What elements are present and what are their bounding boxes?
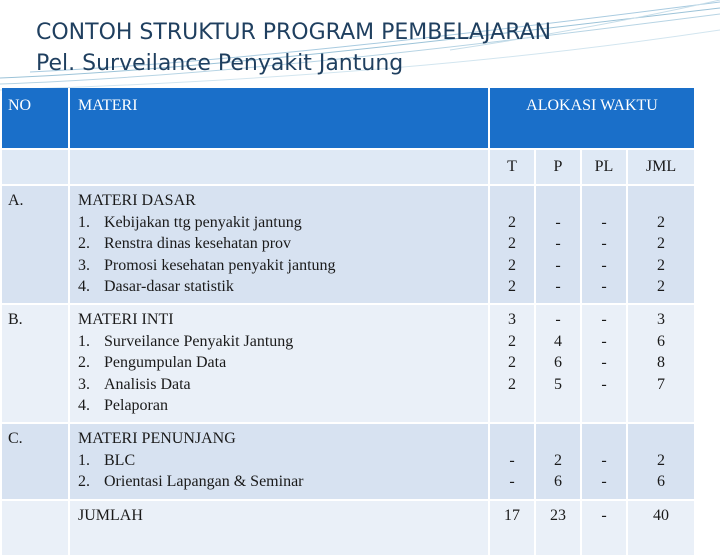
value-jml: 6 xyxy=(657,473,665,490)
values-p xyxy=(536,305,580,422)
subheader-empty-materi xyxy=(70,150,488,184)
values-t xyxy=(490,424,534,499)
value-t: - xyxy=(509,451,515,469)
list-item xyxy=(78,471,488,493)
section-materi xyxy=(70,186,488,303)
value-p: 4 xyxy=(554,332,562,350)
values-p xyxy=(536,424,580,499)
list-item xyxy=(78,450,488,472)
list-item xyxy=(78,212,488,234)
values-jml xyxy=(628,424,694,499)
subheader-row xyxy=(2,150,694,184)
value-t: 3 xyxy=(508,311,516,328)
item-list xyxy=(78,331,488,417)
values-pl xyxy=(582,305,626,422)
value-p: 2 xyxy=(554,451,562,469)
list-item xyxy=(78,331,488,353)
total-p: 23 xyxy=(536,501,580,555)
subheader-t: T xyxy=(490,150,534,184)
item-text: Promosi kesehatan penyakit jantung xyxy=(104,256,336,274)
total-label: JUMLAH xyxy=(70,501,488,555)
subheader-jml: JML xyxy=(628,150,694,184)
subheader-empty-no xyxy=(2,150,68,184)
section-materi xyxy=(70,424,488,499)
section-title: MATERI INTI xyxy=(78,311,174,328)
value-pl: - xyxy=(601,235,607,252)
section-no: B. xyxy=(2,305,68,422)
title-line-2: Pel. Surveilance Penyakit Jantung xyxy=(36,51,404,76)
value-p: - xyxy=(555,235,561,252)
item-number: 1. xyxy=(78,332,90,350)
item-text: BLC xyxy=(104,451,136,469)
value-pl: - xyxy=(601,375,607,393)
value-jml: 2 xyxy=(657,235,665,252)
item-text: Orientasi Lapangan & Seminar xyxy=(104,473,304,490)
item-number: 3. xyxy=(78,375,90,393)
value-t: - xyxy=(509,473,515,490)
value-jml: 2 xyxy=(657,213,665,231)
header-row xyxy=(2,88,694,148)
item-text: Analisis Data xyxy=(104,375,191,393)
value-jml: 2 xyxy=(657,451,665,469)
total-jml: 40 xyxy=(628,501,694,555)
value-jml: 2 xyxy=(657,256,665,274)
program-structure-table xyxy=(0,86,696,557)
value-p: 6 xyxy=(554,354,562,371)
section-title: MATERI DASAR xyxy=(78,192,196,209)
value-pl: - xyxy=(601,473,607,490)
value-t: 2 xyxy=(508,256,516,274)
values-pl xyxy=(582,186,626,303)
section-no: C. xyxy=(2,424,68,499)
item-text: Kebijakan ttg penyakit jantung xyxy=(104,213,302,231)
item-number: 1. xyxy=(78,213,90,231)
values-t xyxy=(490,186,534,303)
item-list xyxy=(78,212,488,298)
value-t: 2 xyxy=(508,375,516,393)
item-number: 3. xyxy=(78,256,90,274)
value-p: - xyxy=(555,311,561,328)
value-jml: 8 xyxy=(657,354,665,371)
value-pl: - xyxy=(601,332,607,350)
item-text: Surveilance Penyakit Jantung xyxy=(104,332,294,350)
list-item xyxy=(78,255,488,277)
item-number: 4. xyxy=(78,278,90,295)
value-pl: - xyxy=(601,256,607,274)
value-pl: - xyxy=(601,278,607,295)
value-jml: 2 xyxy=(657,278,665,295)
value-t: 2 xyxy=(508,332,516,350)
total-pl: - xyxy=(582,501,626,555)
value-t: 2 xyxy=(508,354,516,371)
values-pl xyxy=(582,424,626,499)
item-text: Pengumpulan Data xyxy=(104,354,227,371)
total-t: 17 xyxy=(490,501,534,555)
slide-title xyxy=(36,18,551,80)
total-empty-no xyxy=(2,501,68,555)
values-jml xyxy=(628,305,694,422)
list-item xyxy=(78,395,488,417)
value-pl: - xyxy=(601,451,607,469)
item-number: 1. xyxy=(78,451,90,469)
section-title: MATERI PENUNJANG xyxy=(78,430,236,447)
item-number: 4. xyxy=(78,397,90,414)
value-p: 6 xyxy=(554,473,562,490)
values-p xyxy=(536,186,580,303)
section-materi xyxy=(70,305,488,422)
value-t: 2 xyxy=(508,235,516,252)
value-t: 2 xyxy=(508,278,516,295)
list-item xyxy=(78,374,488,396)
subheader-pl: PL xyxy=(582,150,626,184)
header-alokasi-waktu: ALOKASI WAKTU xyxy=(490,88,694,148)
item-number: 2. xyxy=(78,473,90,490)
list-item xyxy=(78,352,488,374)
values-t xyxy=(490,305,534,422)
value-pl: - xyxy=(601,354,607,371)
title-line-1: CONTOH STRUKTUR PROGRAM PEMBELAJARAN xyxy=(36,20,552,45)
value-pl: - xyxy=(601,311,607,328)
value-jml: 6 xyxy=(657,332,665,350)
list-item xyxy=(78,276,488,298)
total-row xyxy=(2,501,694,555)
value-pl: - xyxy=(601,213,607,231)
value-p: - xyxy=(555,256,561,274)
section-row-c xyxy=(2,424,694,499)
item-text: Renstra dinas kesehatan prov xyxy=(104,235,292,252)
section-row-a xyxy=(2,186,694,303)
item-number: 2. xyxy=(78,235,90,252)
item-text: Pelaporan xyxy=(104,397,168,414)
value-jml: 3 xyxy=(657,311,665,328)
item-list xyxy=(78,450,488,493)
section-row-b xyxy=(2,305,694,422)
values-jml xyxy=(628,186,694,303)
section-no: A. xyxy=(2,186,68,303)
item-text: Dasar-dasar statistik xyxy=(104,278,234,295)
value-p: - xyxy=(555,213,561,231)
subheader-p: P xyxy=(536,150,580,184)
value-p: - xyxy=(555,278,561,295)
list-item xyxy=(78,233,488,255)
value-t: 2 xyxy=(508,213,516,231)
value-p: 5 xyxy=(554,375,562,393)
item-number: 2. xyxy=(78,354,90,371)
value-jml: 7 xyxy=(657,375,665,393)
header-no: NO xyxy=(2,88,68,148)
header-materi: MATERI xyxy=(70,88,488,148)
